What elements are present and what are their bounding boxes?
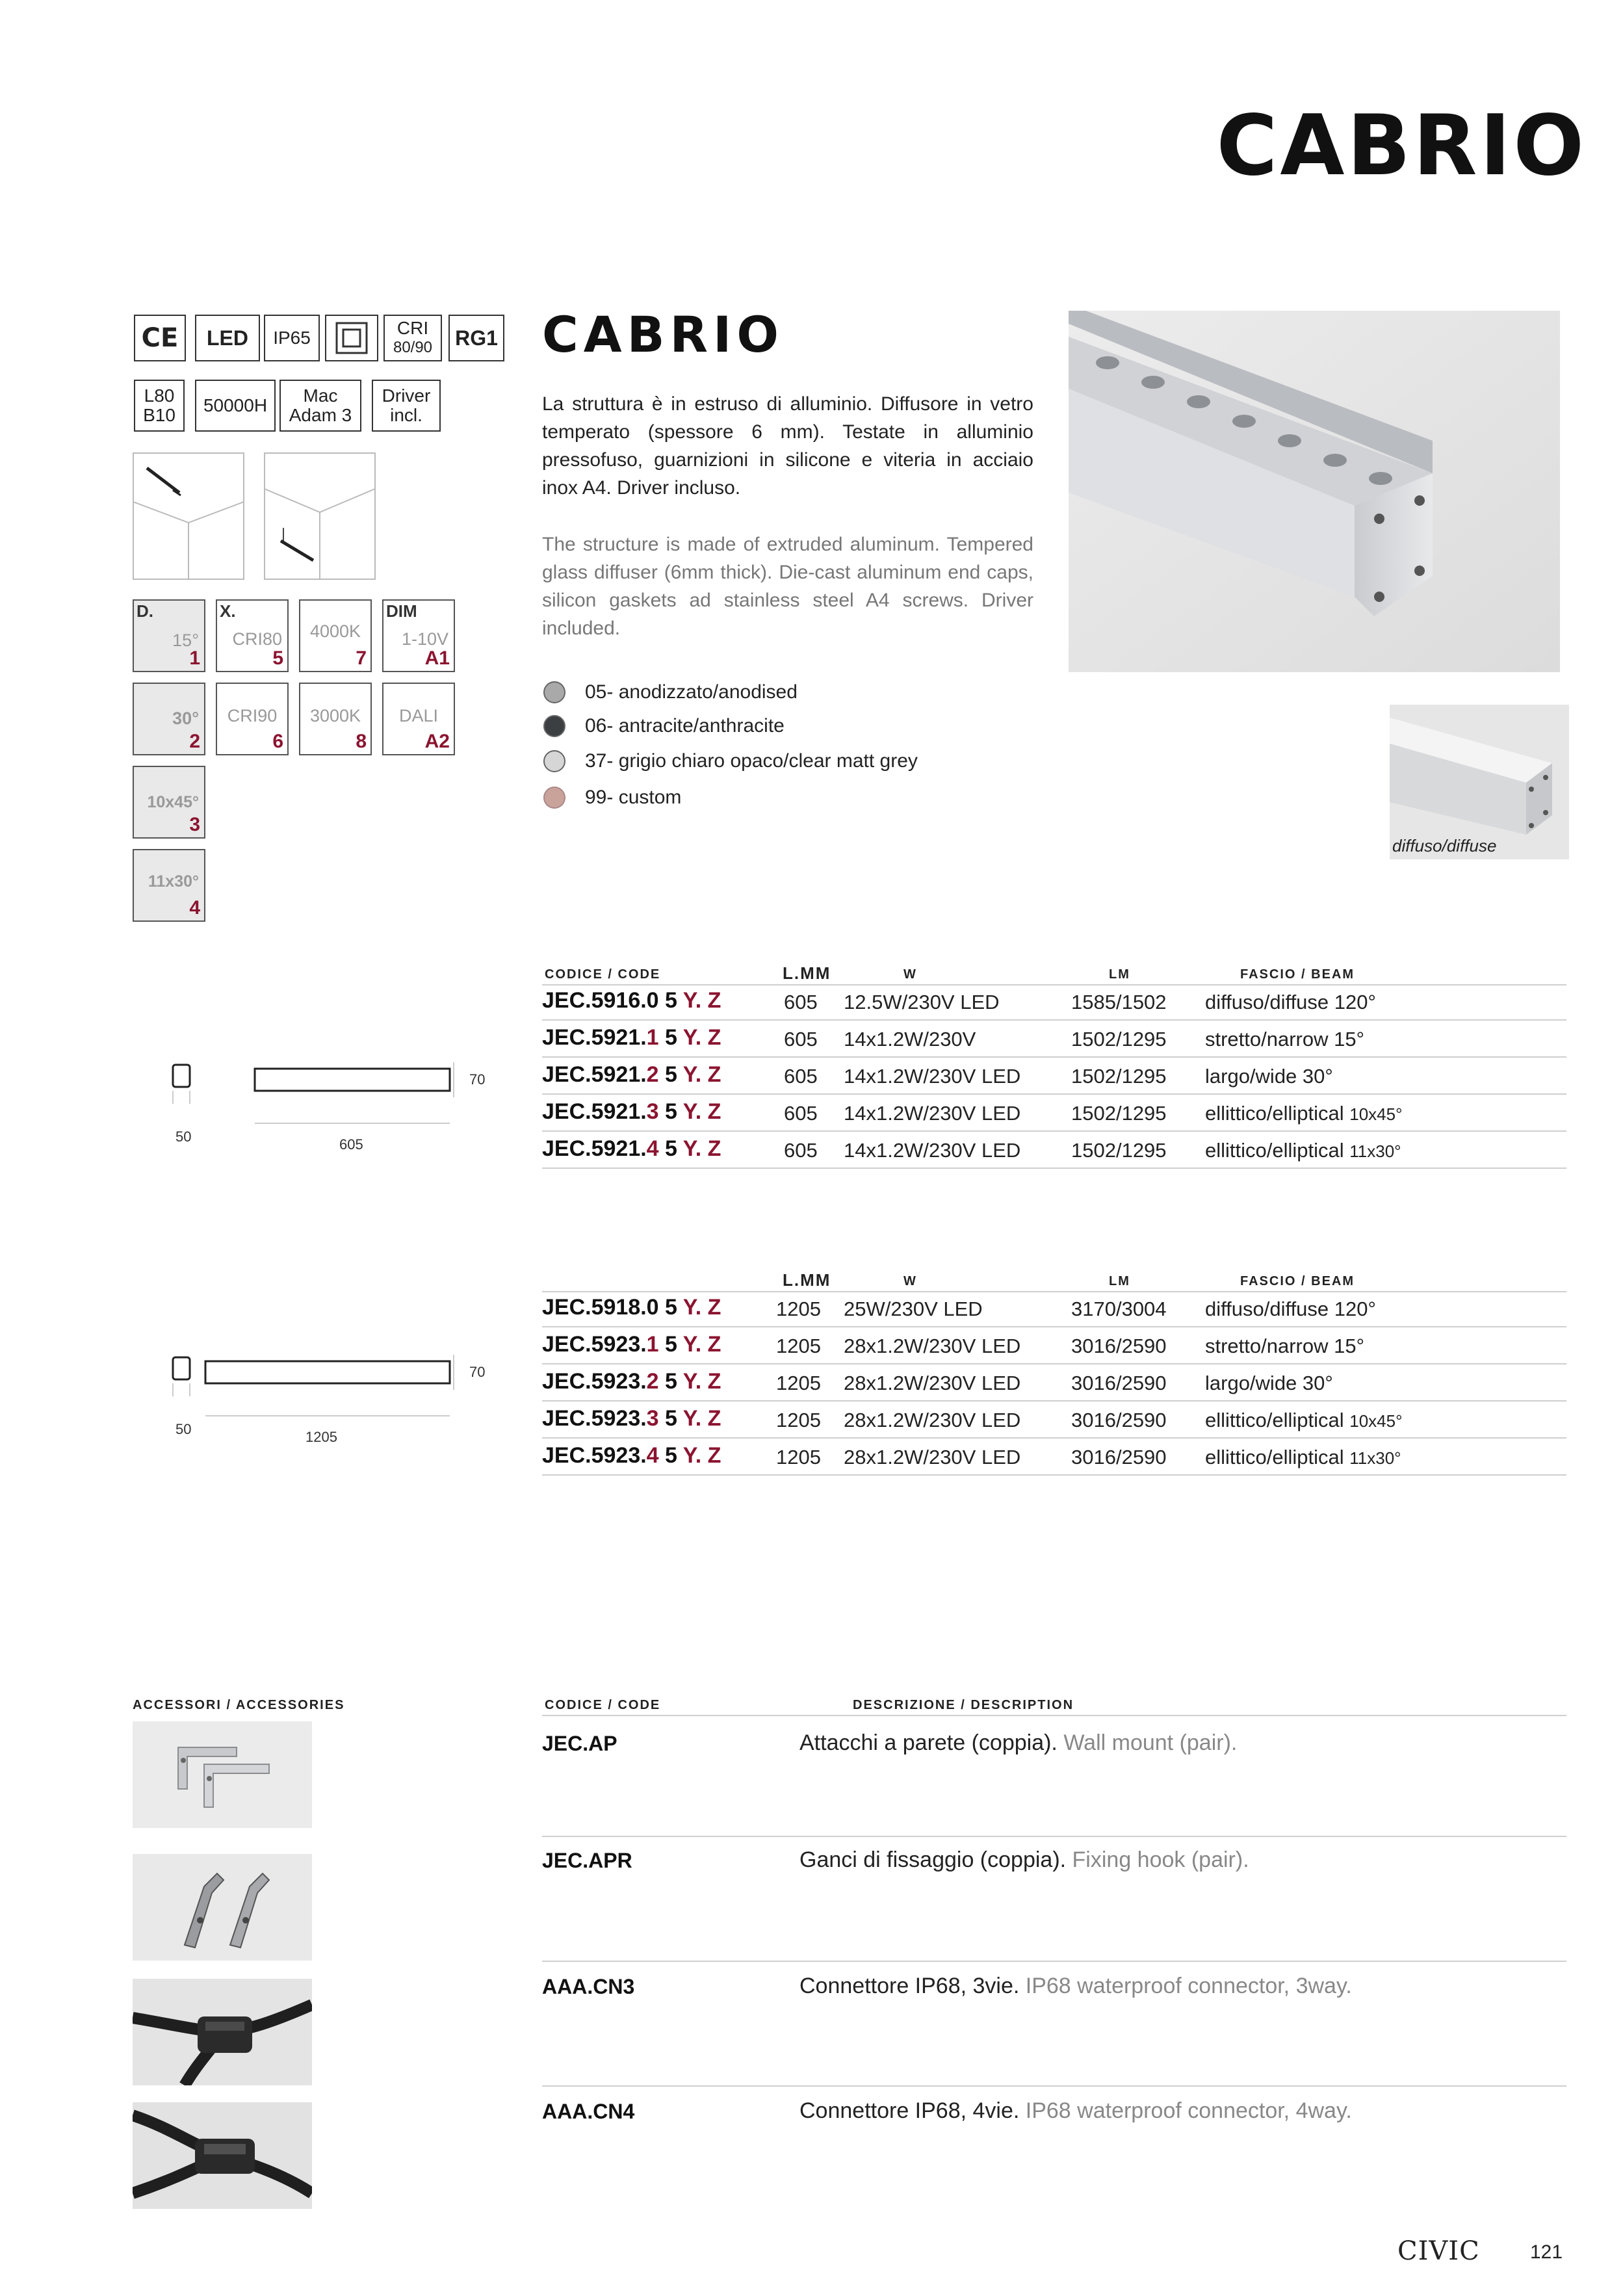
table-rule — [542, 1130, 1566, 1132]
table-rule — [542, 1437, 1566, 1439]
code-mid: 5 — [658, 1062, 683, 1087]
page-title: CABRIO — [1216, 98, 1587, 194]
profile-drawing-1205 — [166, 1350, 465, 1434]
code-mid: 5 — [658, 1136, 683, 1161]
beam-ratio: 10x45° — [1349, 1411, 1403, 1431]
beam-text: largo/wide 30° — [1205, 1372, 1333, 1394]
accessory-desc-en: IP68 waterproof connector, 3way. — [1019, 1974, 1352, 1998]
option-cri90 — [216, 683, 289, 755]
option-beam-30 — [133, 683, 205, 755]
x-header: X. — [220, 601, 236, 621]
code-base: JEC.5921. — [542, 1136, 647, 1161]
code-beam-digit: 4 — [646, 1136, 659, 1161]
table-rule — [542, 1400, 1566, 1402]
accessory-description — [799, 1974, 1352, 1999]
code-suffix: Y. Z — [682, 1332, 721, 1357]
option-label: 15° — [172, 631, 199, 650]
accessory-code: JEC.APR — [542, 1849, 632, 1872]
lumen-cell: 3016/2590 — [1071, 1446, 1167, 1468]
cri-label: CRI — [396, 318, 429, 338]
color-swatch-clear-grey — [543, 750, 565, 772]
table-row — [542, 1402, 1566, 1439]
beam-ratio: 11x30° — [1349, 1141, 1401, 1161]
length-cell: 1205 — [776, 1335, 821, 1357]
code-base: JEC.5923. — [542, 1369, 647, 1394]
option-label: CRI90 — [227, 706, 278, 725]
table-rule — [542, 1961, 1566, 1962]
table-row — [542, 1291, 1566, 1327]
table-rule — [542, 1715, 1566, 1716]
code-suffix: Y. Z — [682, 988, 721, 1013]
led-badge: LED — [195, 315, 260, 361]
ip-badge: IP65 — [264, 315, 320, 361]
code-beam-digit: 2 — [646, 1062, 659, 1087]
watt-cell: 28x1.2W/230V LED — [844, 1446, 1021, 1468]
length-cell: 1205 — [776, 1372, 821, 1394]
accessory-photo-wall-mount — [133, 1721, 312, 1828]
accessory-description — [799, 1847, 1249, 1873]
code-suffix: Y. Z — [682, 1443, 721, 1468]
driver-incl-label: incl. — [390, 405, 422, 425]
accessory-desc-it: Attacchi a parete (coppia). — [799, 1730, 1058, 1755]
product-code — [542, 1369, 721, 1394]
lumen-cell: 3016/2590 — [1071, 1409, 1167, 1431]
dim-header: DIM — [386, 601, 417, 621]
color-option — [543, 750, 918, 772]
code-mid: 5 — [658, 988, 683, 1013]
length-cell: 605 — [784, 1102, 818, 1125]
product-code — [542, 1062, 721, 1088]
cri-value: 80/90 — [393, 339, 433, 356]
ce-mark: CE — [134, 315, 186, 361]
dimension-height: 70 — [469, 1071, 486, 1088]
product-code — [542, 1099, 721, 1125]
option-code: 5 — [272, 647, 283, 669]
watt-cell: 14x1.2W/230V — [844, 1028, 976, 1050]
table-row — [542, 1132, 1566, 1169]
lumen-cell: 3016/2590 — [1071, 1335, 1167, 1357]
description-italian: La struttura è in estruso di alluminio. Diffusore in vetro temperato (spessore 6 mm). Testate in alluminio pressofuso, guarnizioni in silicone e viteria in acciaio inox A4. Driver incluso. — [542, 393, 1033, 499]
code-base: JEC.5923. — [542, 1406, 647, 1431]
option-label: 3000K — [309, 706, 361, 725]
color-label: 06- antracite/anthracite — [585, 715, 785, 737]
lumen-cell: 1585/1502 — [1071, 991, 1167, 1013]
option-label: DALI — [398, 706, 439, 725]
code-beam-digit: 4 — [646, 1443, 659, 1468]
option-code: 8 — [356, 731, 367, 752]
option-label: 10x45° — [147, 793, 199, 811]
beam-text: ellittico/elliptical — [1205, 1102, 1350, 1125]
table-rule — [542, 1474, 1566, 1476]
code-mid: 5 — [658, 1025, 683, 1050]
header-beam: FASCIO / BEAM — [1240, 967, 1355, 982]
code-mid: 5 — [658, 1295, 683, 1320]
option-beam-10x45 — [133, 766, 205, 839]
dimension-length: 1205 — [305, 1429, 337, 1445]
option-4000k — [299, 599, 372, 672]
code-base: JEC.5923. — [542, 1443, 647, 1468]
beam-cell — [1205, 1335, 1364, 1358]
code-beam-digit: 3 — [646, 1099, 659, 1124]
accessory-photo-connector-4way — [133, 2102, 312, 2209]
code-base: JEC.5921. — [542, 1099, 647, 1124]
accessory-photo-fixing-hook — [133, 1854, 312, 1961]
code-base: JEC.5918.0 — [542, 1295, 659, 1320]
mac-label: Mac — [303, 385, 338, 406]
table-rule — [542, 1056, 1566, 1058]
beam-cell — [1205, 1298, 1376, 1321]
wall-mount-icon — [133, 452, 244, 580]
color-option — [543, 715, 785, 737]
lumen-cell: 3170/3004 — [1071, 1298, 1167, 1320]
beam-cell — [1205, 1028, 1364, 1051]
product-code — [542, 1406, 721, 1431]
color-label: 99- custom — [585, 787, 682, 808]
color-swatch-custom — [543, 787, 565, 809]
watt-cell: 14x1.2W/230V LED — [844, 1102, 1021, 1125]
accessory-desc-it: Ganci di fissaggio (coppia). — [799, 1847, 1067, 1872]
accessory-code: AAA.CN3 — [542, 1975, 635, 1998]
watt-cell: 28x1.2W/230V LED — [844, 1372, 1021, 1394]
option-code: A2 — [424, 731, 450, 752]
color-option — [543, 681, 798, 703]
table-row — [542, 1095, 1566, 1132]
header-watt: W — [903, 967, 917, 982]
watt-cell: 25W/230V LED — [844, 1298, 983, 1320]
table-rule — [542, 1093, 1566, 1095]
lifetime-badge — [134, 380, 185, 432]
accessories-header: ACCESSORI / ACCESSORIES — [133, 1698, 345, 1712]
length-cell: 1205 — [776, 1446, 821, 1468]
code-suffix: Y. Z — [682, 1295, 721, 1320]
code-suffix: Y. Z — [682, 1099, 721, 1124]
table-rule — [542, 1363, 1566, 1364]
option-code: 6 — [272, 731, 283, 752]
length-cell: 1205 — [776, 1298, 821, 1320]
code-base: JEC.5923. — [542, 1332, 647, 1357]
table-row — [542, 1021, 1566, 1058]
table-rule — [542, 1326, 1566, 1327]
length-cell: 605 — [784, 1065, 818, 1088]
option-label: CRI80 — [232, 629, 282, 649]
table-rule — [542, 1836, 1566, 1837]
product-title: CABRIO — [542, 306, 784, 363]
option-code: 4 — [189, 897, 200, 919]
watt-cell: 28x1.2W/230V LED — [844, 1409, 1021, 1431]
table-rule — [542, 1019, 1566, 1021]
l80-label: L80 — [144, 385, 175, 406]
lumen-cell: 1502/1295 — [1071, 1065, 1167, 1088]
code-suffix: Y. Z — [682, 1025, 721, 1050]
beam-ratio: 11x30° — [1349, 1448, 1401, 1468]
dimension-width: 50 — [175, 1421, 192, 1437]
profile-drawing-605 — [166, 1057, 465, 1141]
beam-text: ellittico/elliptical — [1205, 1139, 1350, 1162]
description-english: The structure is made of extruded aluminum. Tempered glass diffuser (6mm thick). Die-cast aluminum end caps, silicon gaskets ad stainless steel A4 screws. Driver included. — [542, 534, 1033, 639]
watt-cell: 14x1.2W/230V LED — [844, 1139, 1021, 1162]
product-code — [542, 1443, 721, 1468]
product-code — [542, 1136, 721, 1162]
code-base: JEC.5921. — [542, 1025, 647, 1050]
rg-badge: RG1 — [448, 315, 504, 361]
driver-badge — [372, 380, 441, 432]
beam-text: largo/wide 30° — [1205, 1065, 1333, 1088]
header-watt: W — [903, 1274, 917, 1288]
option-beam-15 — [133, 599, 205, 672]
table-row — [542, 1439, 1566, 1476]
page-number: 121 — [1530, 2241, 1563, 2263]
beam-ratio: 10x45° — [1349, 1104, 1403, 1124]
hours-badge: 50000H — [195, 380, 276, 432]
beam-text: diffuso/diffuse 120° — [1205, 991, 1376, 1013]
option-label: 4000K — [309, 621, 361, 641]
option-beam-11x30 — [133, 849, 205, 922]
code-base: JEC.5916.0 — [542, 988, 659, 1013]
pendant-mount-icon — [264, 452, 376, 580]
watt-cell: 28x1.2W/230V LED — [844, 1335, 1021, 1357]
header-length: L.MM — [783, 963, 831, 983]
beam-cell — [1205, 991, 1376, 1014]
accessory-desc-en: Wall mount (pair). — [1057, 1730, 1238, 1755]
driver-label: Driver — [382, 385, 431, 406]
beam-text: diffuso/diffuse 120° — [1205, 1298, 1376, 1320]
table-row — [542, 1328, 1566, 1364]
class-symbol-icon — [325, 315, 378, 361]
macadam-badge — [279, 380, 361, 432]
code-mid: 5 — [658, 1099, 683, 1124]
code-mid: 5 — [658, 1332, 683, 1357]
beam-cell — [1205, 1065, 1333, 1088]
accessories-code-header: CODICE / CODE — [545, 1698, 661, 1712]
beam-text: stretto/narrow 15° — [1205, 1028, 1365, 1050]
photo-caption: diffuso/diffuse — [1392, 836, 1497, 855]
accessory-description — [799, 2098, 1352, 2124]
lumen-cell: 1502/1295 — [1071, 1139, 1167, 1162]
option-3000k — [299, 683, 372, 755]
code-beam-digit: 3 — [646, 1406, 659, 1431]
color-label: 37- grigio chiaro opaco/clear matt grey — [585, 750, 918, 772]
lumen-cell: 1502/1295 — [1071, 1028, 1167, 1050]
option-code: A1 — [424, 647, 450, 669]
option-code: 2 — [189, 731, 200, 752]
header-lumen: LM — [1109, 1274, 1130, 1288]
length-cell: 1205 — [776, 1409, 821, 1431]
adam-label: Adam 3 — [289, 405, 352, 425]
code-beam-digit: 1 — [646, 1332, 659, 1357]
brand-logo: CIVIC — [1397, 2236, 1480, 2266]
table-row — [542, 1365, 1566, 1402]
header-code: CODICE / CODE — [545, 967, 661, 982]
option-label: 11x30° — [148, 872, 199, 891]
option-code: 7 — [356, 647, 367, 669]
accessory-photo-connector-3way — [133, 1979, 312, 2085]
length-cell: 605 — [784, 991, 818, 1013]
option-code: 3 — [189, 814, 200, 835]
product-code — [542, 988, 721, 1013]
dimension-width: 50 — [175, 1128, 192, 1145]
lumen-cell: 3016/2590 — [1071, 1372, 1167, 1394]
code-suffix: Y. Z — [682, 1136, 721, 1161]
accessories-desc-header: DESCRIZIONE / DESCRIPTION — [853, 1698, 1074, 1712]
header-lumen: LM — [1109, 967, 1130, 982]
dimension-length: 605 — [339, 1136, 363, 1153]
color-option — [543, 787, 681, 809]
beam-cell — [1205, 1102, 1403, 1125]
code-suffix: Y. Z — [682, 1406, 721, 1431]
code-beam-digit: 1 — [646, 1025, 659, 1050]
table-rule — [542, 2085, 1566, 2087]
cri-badge — [383, 315, 442, 361]
beam-cell — [1205, 1372, 1333, 1395]
product-code — [542, 1332, 721, 1357]
accessory-desc-it: Connettore IP68, 3vie. — [799, 1974, 1020, 1998]
header-length: L.MM — [783, 1270, 831, 1290]
option-label: 30° — [172, 709, 199, 728]
beam-cell — [1205, 1446, 1401, 1469]
option-dali — [382, 683, 455, 755]
watt-cell: 12.5W/230V LED — [844, 991, 1000, 1013]
code-mid: 5 — [658, 1369, 683, 1394]
beam-text: ellittico/elliptical — [1205, 1409, 1350, 1431]
accessory-code: AAA.CN4 — [542, 2100, 635, 2123]
beam-text: stretto/narrow 15° — [1205, 1335, 1365, 1357]
option-code: 1 — [189, 647, 200, 669]
beam-cell — [1205, 1139, 1401, 1162]
product-photo-main — [1069, 311, 1560, 672]
product-code — [542, 1295, 721, 1320]
watt-cell: 14x1.2W/230V LED — [844, 1065, 1021, 1088]
accessory-desc-en: Fixing hook (pair). — [1066, 1847, 1249, 1872]
accessory-code: JEC.AP — [542, 1732, 617, 1755]
code-suffix: Y. Z — [682, 1369, 721, 1394]
dimension-height: 70 — [469, 1364, 486, 1380]
accessory-desc-en: IP68 waterproof connector, 4way. — [1019, 2098, 1352, 2123]
code-suffix: Y. Z — [682, 1062, 721, 1087]
option-label: 1-10V — [401, 629, 448, 649]
product-code — [542, 1025, 721, 1050]
accessory-desc-it: Connettore IP68, 4vie. — [799, 2098, 1020, 2123]
code-mid: 5 — [658, 1443, 683, 1468]
code-mid: 5 — [658, 1406, 683, 1431]
length-cell: 605 — [784, 1139, 818, 1162]
color-swatch-anodised — [543, 681, 565, 703]
d-header: D. — [136, 601, 153, 621]
option-cri80 — [216, 599, 289, 672]
beam-cell — [1205, 1409, 1403, 1432]
code-base: JEC.5921. — [542, 1062, 647, 1087]
accessory-description — [799, 1730, 1237, 1756]
length-cell: 605 — [784, 1028, 818, 1050]
header-beam: FASCIO / BEAM — [1240, 1274, 1355, 1288]
option-dim-1-10v — [382, 599, 455, 672]
table-rule — [542, 1168, 1566, 1169]
color-label: 05- anodizzato/anodised — [585, 681, 798, 703]
table-row — [542, 984, 1566, 1021]
beam-text: ellittico/elliptical — [1205, 1446, 1350, 1468]
table-row — [542, 1058, 1566, 1095]
lumen-cell: 1502/1295 — [1071, 1102, 1167, 1125]
code-beam-digit: 2 — [646, 1369, 659, 1394]
color-swatch-anthracite — [543, 715, 565, 737]
b10-label: B10 — [143, 405, 175, 425]
